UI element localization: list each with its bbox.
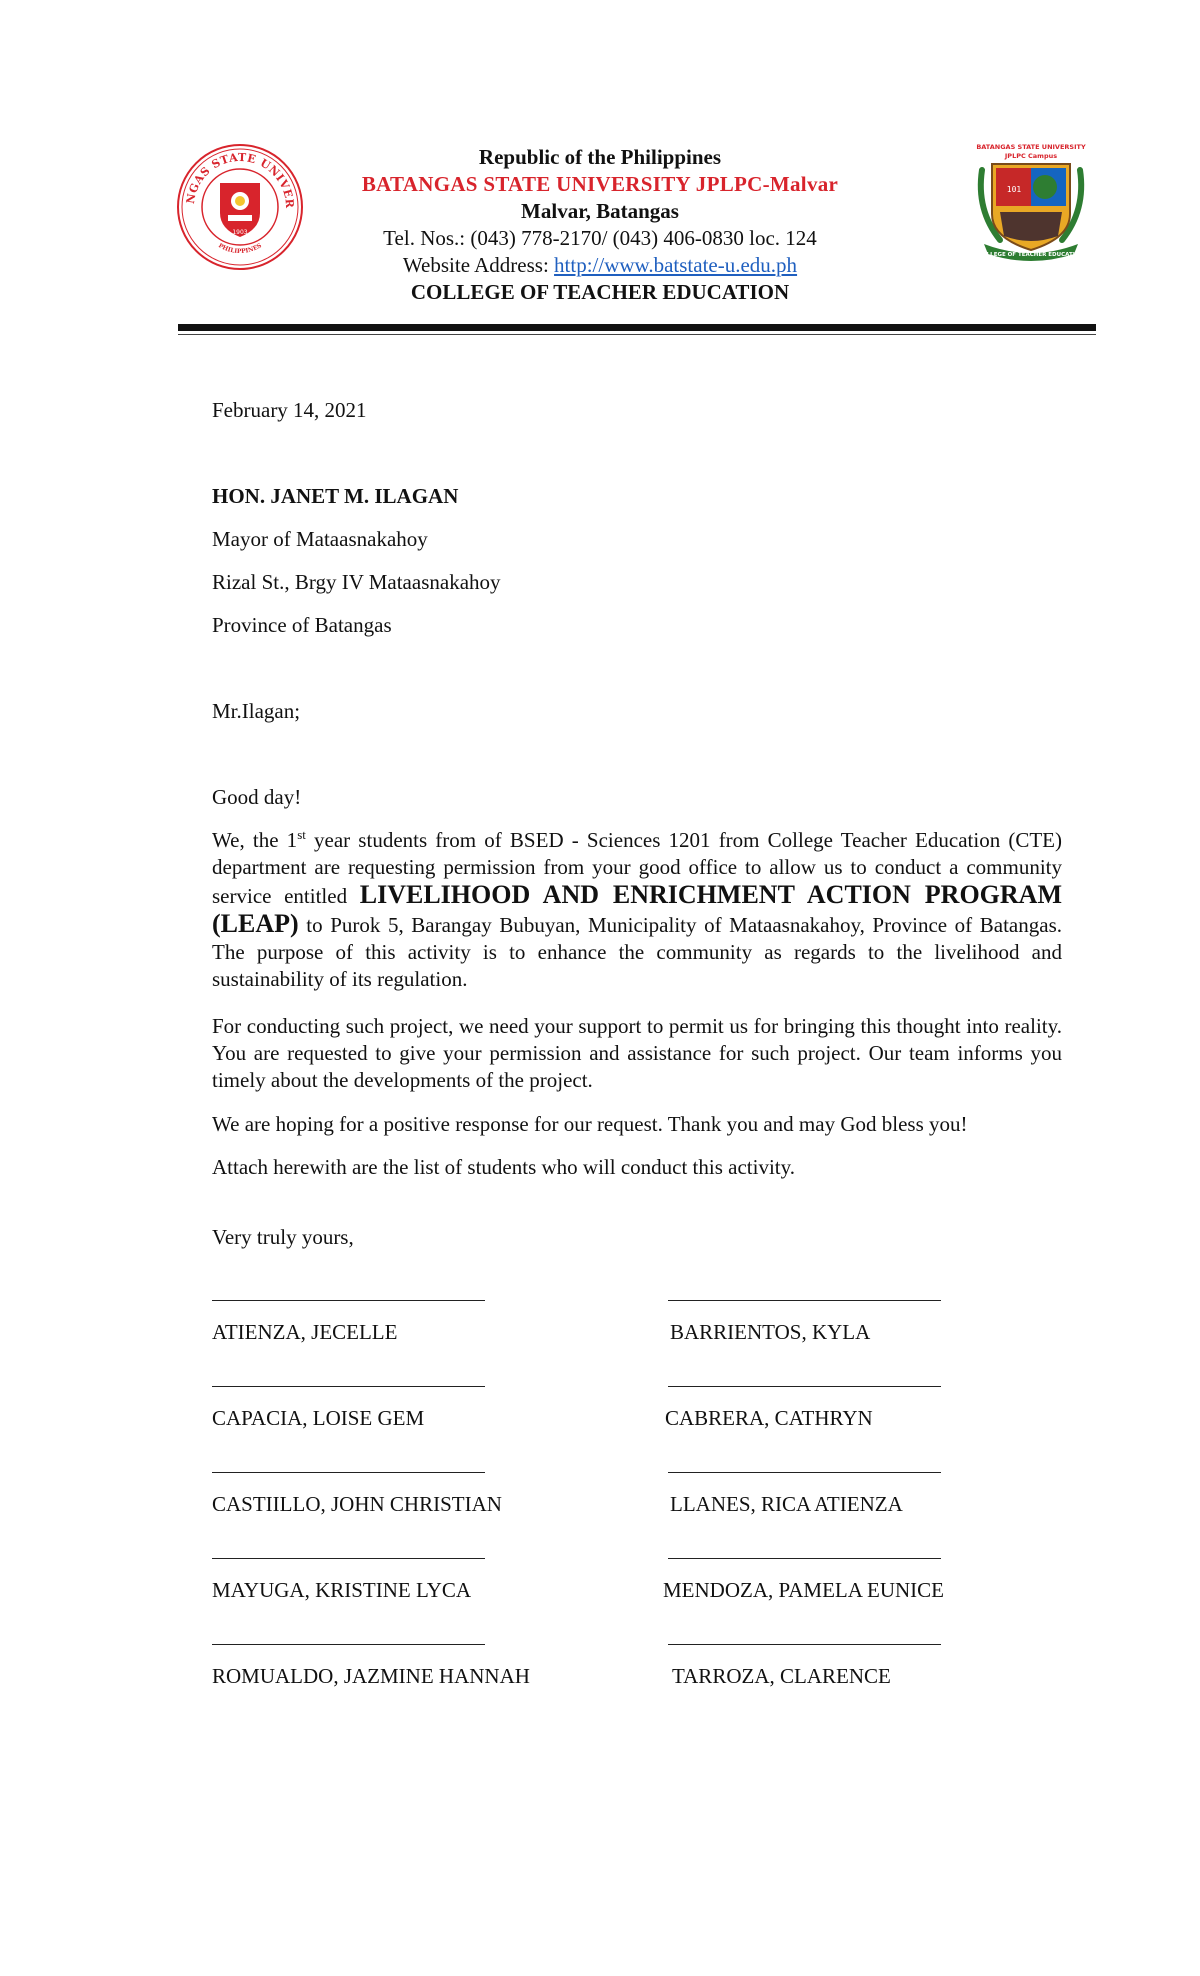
svg-text:BATANGAS STATE UNIVERSITY: NGAS STATE UNIVER <box>183 150 297 209</box>
signature-line <box>212 1472 485 1473</box>
signature-line <box>212 1558 485 1559</box>
recipient-province: Province of Batangas <box>212 613 392 637</box>
paragraph-attachment: Attach herewith are the list of students who will conduct this activity. <box>212 1155 796 1179</box>
signature-line <box>212 1300 485 1301</box>
paragraph-request: We, the 1st year students from of BSED - Sciences 1201 from College Teacher Education (CTE) department are requesting permission from your good office to allow us to conduct a community service entitled LIVELIHOOD AND ENRICHMENT ACTION PROGRAM (LEAP) to Purok 5, Barangay Bubuyan, Municipality of Mataasnakahoy, Province of Batangas. The purpose of this activity is to enhance the community as regards to the livelihood and sustainability of its regulation. <box>212 827 1062 991</box>
signature-line <box>668 1644 941 1645</box>
signature-line <box>212 1386 485 1387</box>
website-line <box>0 253 1200 278</box>
signature-line <box>668 1472 941 1473</box>
svg-text:101: 101 <box>1006 185 1022 194</box>
salutation: Mr.Ilagan; <box>212 699 301 723</box>
svg-text:COLLEGE OF TEACHER EDUCATION: COLLEGE OF TEACHER EDUCATION <box>977 252 1085 258</box>
signature-line <box>212 1644 485 1645</box>
closing: Very truly yours, <box>212 1225 354 1249</box>
campus-location: Malvar, Batangas <box>521 199 679 223</box>
signatory-name: TARROZA, CLARENCE <box>672 1664 891 1688</box>
signature-line <box>668 1558 941 1559</box>
signature-line <box>668 1386 941 1387</box>
signatory-name: ROMUALDO, JAZMINE HANNAH <box>212 1664 530 1688</box>
recipient-address: Rizal St., Brgy IV Mataasnakahoy <box>212 570 501 594</box>
letter-date: February 14, 2021 <box>212 398 367 422</box>
university-name: BATANGAS STATE UNIVERSITY JPLPC-Malvar <box>361 172 839 196</box>
header-divider-thin <box>178 334 1096 335</box>
website-link[interactable]: http://www.batstate-u.edu.ph <box>554 253 798 277</box>
greeting: Good day! <box>212 785 302 809</box>
republic-line: Republic of the Philippines <box>478 145 722 169</box>
program-title: LIVELIHOOD AND ENRICHMENT ACTION PROGRAM (LEAP) <box>212 880 1062 938</box>
svg-text:PHILIPPINES: PHILIPPINES <box>217 242 263 256</box>
website-label: Website Address: <box>402 253 555 277</box>
signatory-name: CABRERA, CATHRYN <box>665 1406 873 1430</box>
header-divider-thick <box>178 324 1096 331</box>
paragraph-hope: We are hoping for a positive response for our request. Thank you and may God bless you! <box>212 1112 968 1136</box>
signatory-name: CASTIILLO, JOHN CHRISTIAN <box>212 1492 502 1516</box>
svg-text:1903: 1903 <box>232 229 248 236</box>
college-name: COLLEGE OF TEACHER EDUCATION <box>410 280 790 304</box>
signatory-name: CAPACIA, LOISE GEM <box>212 1406 425 1430</box>
signatory-name: MENDOZA, PAMELA EUNICE <box>663 1578 944 1602</box>
svg-text:BATANGAS STATE UNIVERSITY: BATANGAS STATE UNIVERSITY <box>976 143 1086 151</box>
paragraph-support: For conducting such project, we need your support to permit us for bringing this thought into reality. You are requested to give your permission and assistance for such project. Our team informs you timely about the developments of the project. <box>212 1014 1062 1092</box>
signatory-name: MAYUGA, KRISTINE LYCA <box>212 1578 472 1602</box>
svg-text:JPLPC Campus: JPLPC Campus <box>1004 152 1058 160</box>
signatory-name: BARRIENTOS, KYLA <box>670 1320 871 1344</box>
recipient-title: Mayor of Mataasnakahoy <box>212 527 428 551</box>
recipient-name: HON. JANET M. ILAGAN <box>212 484 459 508</box>
signatory-name: ATIENZA, JECELLE <box>212 1320 398 1344</box>
signatory-name: LLANES, RICA ATIENZA <box>670 1492 903 1516</box>
signature-line <box>668 1300 941 1301</box>
telephone-numbers: Tel. Nos.: (043) 778-2170/ (043) 406-0830 loc. 124 <box>383 226 817 250</box>
